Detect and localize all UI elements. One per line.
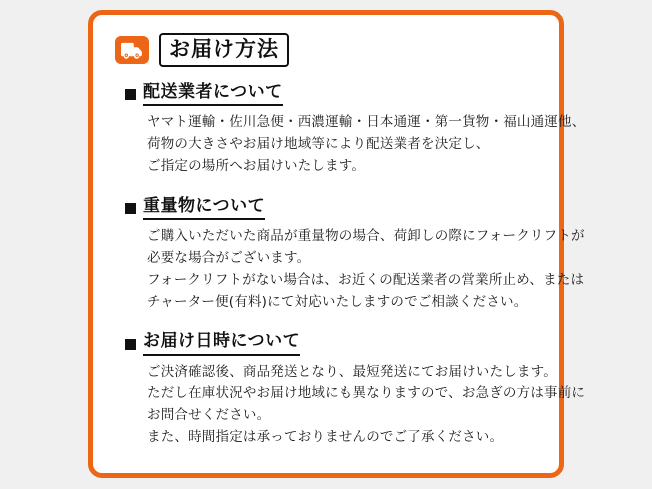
section-body bbox=[147, 112, 586, 178]
title-frame bbox=[159, 33, 289, 67]
section-title: 配送業者について bbox=[143, 81, 283, 106]
body-line: ただし在庫状況やお届け地域にも異なりますので、お急ぎの方は事前に bbox=[147, 385, 586, 402]
body-line: ご決済確認後、商品発送となり、最短発送にてお届けいたします。 bbox=[147, 363, 557, 380]
section-body bbox=[147, 226, 585, 313]
shipping-info-card bbox=[88, 10, 586, 478]
section-heading bbox=[125, 330, 539, 355]
delivery-truck-icon bbox=[115, 36, 149, 64]
section-delivery-datetime bbox=[111, 330, 586, 449]
section-heading bbox=[125, 81, 539, 106]
section-title: 重量物について bbox=[143, 195, 265, 220]
page-title: お届け方法 bbox=[169, 37, 279, 61]
section-heavy-items bbox=[111, 195, 585, 314]
body-line: フォークリフトがない場合は、お近くの配送業者の営業所止め、または bbox=[147, 271, 585, 288]
section-shipping-carrier bbox=[111, 81, 586, 178]
body-line: 荷物の大きさやお届け地域等により配送業者を決定し、 bbox=[147, 136, 490, 153]
section-heading bbox=[125, 195, 539, 220]
body-line: 必要な場合がございます。 bbox=[147, 249, 311, 266]
body-line: お問合せください。 bbox=[147, 407, 271, 424]
body-line: ヤマト運輸・佐川急便・西濃運輸・日本通運・第一貨物・福山通運他、 bbox=[147, 114, 586, 131]
body-line: チャーター便(有料)にて対応いたしますのでご相談ください。 bbox=[147, 293, 528, 310]
black-square-bullet-icon bbox=[125, 203, 136, 214]
body-line: ご購入いただいた商品が重量物の場合、荷卸しの際にフォークリフトが bbox=[147, 228, 585, 245]
card-header bbox=[115, 33, 539, 67]
body-line: ご指定の場所へお届けいたします。 bbox=[147, 158, 366, 175]
spacer bbox=[111, 321, 539, 330]
black-square-bullet-icon bbox=[125, 339, 136, 350]
section-title: お届け日時について bbox=[143, 330, 300, 355]
spacer bbox=[111, 186, 539, 195]
section-body bbox=[147, 362, 586, 449]
card-content bbox=[93, 15, 586, 473]
black-square-bullet-icon bbox=[125, 89, 136, 100]
body-line: また、時間指定は承っておりませんのでご了承ください。 bbox=[147, 429, 504, 446]
